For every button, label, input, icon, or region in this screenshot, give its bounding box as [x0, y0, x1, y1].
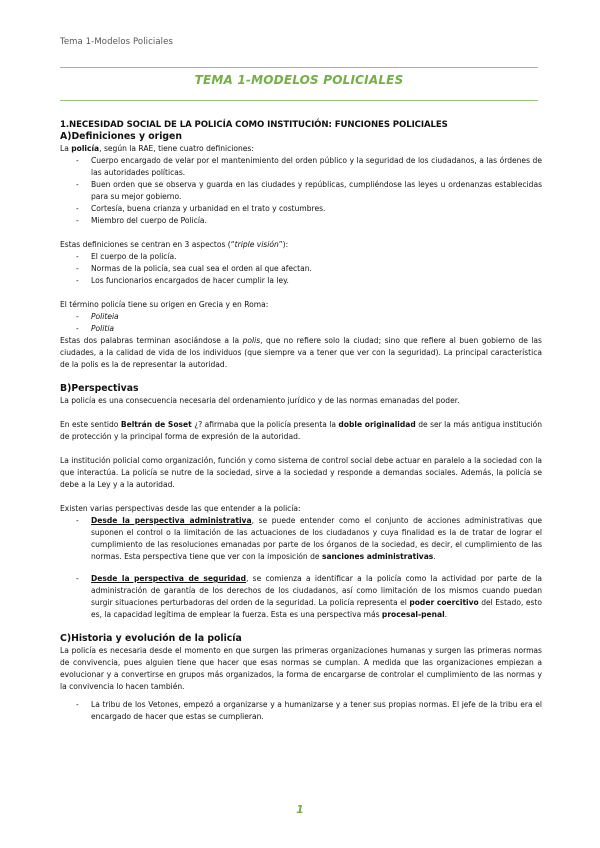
title-rule-bottom [60, 100, 538, 101]
section-b-heading: B)Perspectivas [60, 383, 139, 394]
title-rule-top [60, 67, 538, 68]
list-item: - Politia [60, 323, 542, 335]
list-item: - Miembro del cuerpo de Policía. [60, 215, 542, 227]
list-item: - Cortesía, buena crianza y urbanidad en el trato y costumbres. [60, 203, 542, 215]
paragraph: Existen varias perspectivas desde las que entender a la policía: [60, 504, 301, 513]
aspects-list [60, 251, 542, 287]
paragraph: La institución policial como organización, función y como sistema de control social debe actuar en paralelo a la sociedad con la que interactúa. La policía se nutre de la sociedad, sirve a la sociedad y responde a demandas sociales. Además, la policía se debe a la Ley y a la autoridad. [60, 456, 542, 489]
paragraph: La policía es una consecuencia necesaria del ordenamiento jurídico y de las normas emanadas del poder. [60, 396, 460, 405]
list-item: - Desde la perspectiva administrativa, se puede entender como el conjunto de acciones administrativas que suponen el control o la limitación de las actuaciones de los ciudadanos y cuya finalidad es la de tratar de lograr el cumplimiento de las resoluciones emanadas por parte de los órganos de la sociedad, es decir, el cumplimiento de las normas. Esta perspectiva tiene que ver con la imposición de sanciones administrativas. [60, 515, 542, 563]
rae-intro: La policía, según la RAE, tiene cuatro definiciones: [60, 144, 254, 153]
section-a-heading: A)Definiciones y origen [60, 131, 182, 142]
running-header: Tema 1-Modelos Policiales [60, 37, 174, 47]
perspectives-list [60, 515, 542, 621]
page-number: 1 [296, 803, 304, 816]
list-item: - Politeia [60, 311, 542, 323]
document-title: TEMA 1-MODELOS POLICIALES [194, 73, 404, 87]
list-item: - Desde la perspectiva de seguridad, se comienza a identificar a la policía como la actividad por parte de la administración de garantía de los derechos de los ciudadanos, así como limitación de los mismos cuando puedan surgir situaciones perturbadoras del orden de la seguridad. La policía representa el poder coercitivo del Estado, esto es, la capacidad legítima de emplear la fuerza. Esta es una perspectiva más procesal-penal. [60, 573, 542, 621]
list-item: - Los funcionarios encargados de hacer cumplir la ley. [60, 275, 542, 287]
section-1-heading: 1.NECESIDAD SOCIAL DE LA POLICÍA COMO INSTITUCIÓN: FUNCIONES POLICIALES [60, 120, 448, 130]
list-item: - El cuerpo de la policía. [60, 251, 542, 263]
list-item: - Normas de la policía, sea cual sea el orden al que afectan. [60, 263, 542, 275]
list-item: - La tribu de los Vetones, empezó a organizarse y a humanizarse y a tener sus propias normas. El jefe de la tribu era el encargado de hacer que estas se cumplieran. [60, 699, 542, 723]
polis-paragraph: Estas dos palabras terminan asociándose a la polis, que no refiere solo la ciudad; sino que refiere al buen gobierno de las ciudades, a la calidad de vida de los individuos (que siempre va a tener que ver con la seguridad). La principal característica de la polis es la de representar la autoridad. [60, 336, 542, 369]
definitions-list [60, 155, 542, 227]
list-item: - Buen orden que se observa y guarda en las ciudades y repúblicas, cumpliéndose las leyes u ordenanzas establecidas para su mejor gobierno. [60, 179, 542, 203]
aspects-intro: Estas definiciones se centran en 3 aspectos (“triple visión”): [60, 240, 289, 249]
origin-intro: El término policía tiene su origen en Grecia y en Roma: [60, 300, 269, 309]
section-c-heading: C)Historia y evolución de la policía [60, 633, 242, 644]
list-item: - Cuerpo encargado de velar por el mantenimiento del orden público y la seguridad de los ciudadanos, a las órdenes de las autoridades políticas. [60, 155, 542, 179]
paragraph: La policía es necesaria desde el momento en que surgen las primeras organizaciones humanas y surgen las primeras normas de convivencia, pues alguien tiene que hacer que esas normas se cumplan. A medida que las organizaciones empiezan a evolucionar y a convertirse en grupos más organizados, la forma de encargarse de controlar el cumplimiento de las normas y la convivencia lo hacen también. [60, 646, 542, 691]
history-list [60, 699, 542, 723]
paragraph: En este sentido Beltrán de Soset ¿? afirmaba que la policía presenta la doble originalidad de ser la más antigua institución de protección y la principal forma de expresión de la autoridad. [60, 420, 543, 441]
document-body [60, 119, 542, 723]
origins-list [60, 311, 542, 335]
